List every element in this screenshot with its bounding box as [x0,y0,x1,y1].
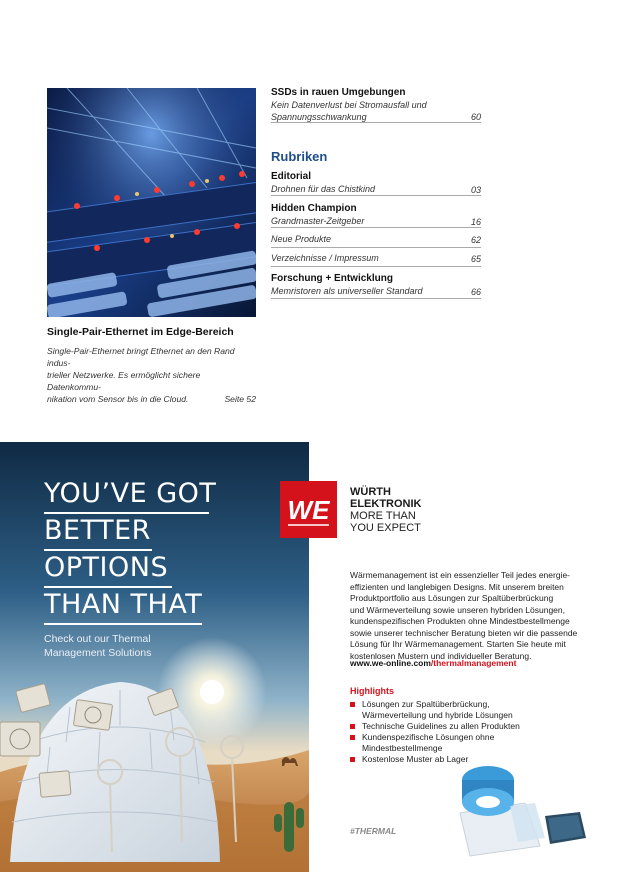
toc-entry-forschung[interactable] [271,273,481,297]
highlight-line: Mindestbestellmenge [362,743,443,753]
toc-entry-title: Editorial [271,171,312,182]
brand-name: WÜRTH [350,486,391,498]
highlight-item [350,699,550,721]
bullet-icon [350,724,355,729]
bullet-icon [350,735,355,740]
ad-url-link[interactable] [350,658,516,668]
divider [271,195,481,196]
ad-headline-line: THAN THAT [44,589,203,620]
hero-network-image [47,88,256,317]
logo-letters: WE [287,495,330,525]
highlight-line: Kundenspezifische Lösungen ohne [362,732,495,742]
brand-block [350,486,422,534]
teaser-line: Single-Pair-Ethernet bringt Ethernet an den Rand indus- [47,346,235,368]
highlight-item [350,721,550,732]
divider [271,266,481,267]
toc-entry-subtitle: Memristoren als universeller Standard [271,286,423,296]
teaser-line: nikation vom Sensor bis in die Cloud. [47,394,189,404]
ad-copy-line: kostenlosen Mustern und individueller Beratung. [350,650,532,661]
teaser-line: trieller Netzwerke. Es ermöglicht sichere Datenkommu- [47,370,201,392]
toc-entry-neue-produkte[interactable] [271,233,481,245]
teaser-page-number: Seite 52 [224,394,256,404]
divider [271,122,481,123]
toc-page-number: 16 [470,217,481,227]
ad-headline-line: OPTIONS [44,552,169,583]
table-of-contents [271,87,481,302]
toc-entry-title: Forschung + Entwicklung [271,273,393,284]
headline-underline [44,586,172,588]
toc-page-number: 65 [470,254,481,264]
brand-slogan: YOU EXPECT [350,522,421,534]
ad-copy-line: effizienten und langlebigen Designs. Mit unserem breiten [350,581,564,592]
ad-hashtag: #THERMAL [350,826,397,836]
teaser-title[interactable]: Single-Pair-Ethernet im Edge-Bereich [47,326,234,338]
highlight-line: Wärmeverteilung und hybride Lösungen [362,710,513,720]
toc-page-number: 60 [470,112,481,122]
ad-copy-line: Wärmemanagement ist ein essenzieller Teil jedes energie- [350,570,571,580]
bullet-icon [350,757,355,762]
ad-subline-line: Check out our Thermal [44,633,151,645]
ad-headline-line: BETTER [44,515,151,546]
toc-page-number: 66 [470,287,481,297]
bullet-icon [350,702,355,707]
toc-entry-subtitle: Drohnen für das Chistkind [271,184,376,194]
toc-entry-editorial[interactable] [271,171,481,195]
ad-body-copy [350,570,586,662]
rubriken-heading: Rubriken [271,149,328,164]
ad-copy-line: kundenspezifischen Produkten ohne Mindestbestellmenge [350,616,570,626]
thermal-tape-product-image [440,758,590,858]
toc-entry-hidden-champion[interactable] [271,203,481,227]
toc-entry-subtitle: Verzeichnisse / Impressum [271,253,379,263]
ad-copy-line: und Wärmeverteilung sowie unseren hybriden Lösungen, [350,604,565,615]
url-domain: www.we-online.com [350,658,431,668]
network-switch-illustration [47,88,256,317]
ad-headline-line: YOU’VE GOT [44,478,217,509]
toc-entry-subtitle: Neue Produkte [271,234,332,244]
highlight-line: Kostenlose Muster ab Lager [362,754,469,764]
highlight-line: Lösungen zur Spaltüberbrückung, [362,699,490,709]
headline-underline [44,549,152,551]
highlight-line: Technische Guidelines zu allen Produkten [362,721,520,731]
highlights-list [350,699,550,765]
headline-underline [44,512,209,514]
highlight-item [350,732,550,754]
brand-slogan: MORE THAN [350,510,416,522]
toc-page-number: 03 [470,185,481,195]
ad-subline [44,632,244,660]
highlights-heading: Highlights [350,686,394,696]
toc-entry-subtitle: Spannungsschwankung [271,112,367,122]
toc-entry-verzeichnisse[interactable] [271,252,481,264]
ad-visual-panel [0,442,309,872]
wuerth-logo[interactable] [280,481,337,538]
ad-copy-line: Produktportfolio aus Lösungen zur Spaltüberbrückung [350,593,554,603]
toc-entry-ssd[interactable] [271,87,481,122]
divider [271,227,481,228]
we-logo-icon [280,481,337,538]
toc-entry-title: SSDs in rauen Umgebungen [271,87,406,98]
divider [271,298,481,299]
brand-name: ELEKTRONIK [350,498,422,510]
toc-page-number: 62 [470,235,481,245]
divider [271,247,481,248]
ad-copy-line: Lösung für Ihr Wärmemanagement. Starten Sie heute mit [350,639,566,649]
teaser-body [47,345,256,405]
toc-entry-subtitle: Grandmaster-Zeitgeber [271,216,365,226]
headline-underline [44,623,202,625]
url-path: /thermalmanagement [430,658,517,668]
toc-entry-subtitle: Kein Datenverlust bei Stromausfall und [271,100,427,110]
ad-copy-line: sowie unserer technischer Beratung bieten wir die passende [350,627,578,638]
toc-entry-title: Hidden Champion [271,203,357,214]
ad-subline-line: Management Solutions [44,647,152,659]
